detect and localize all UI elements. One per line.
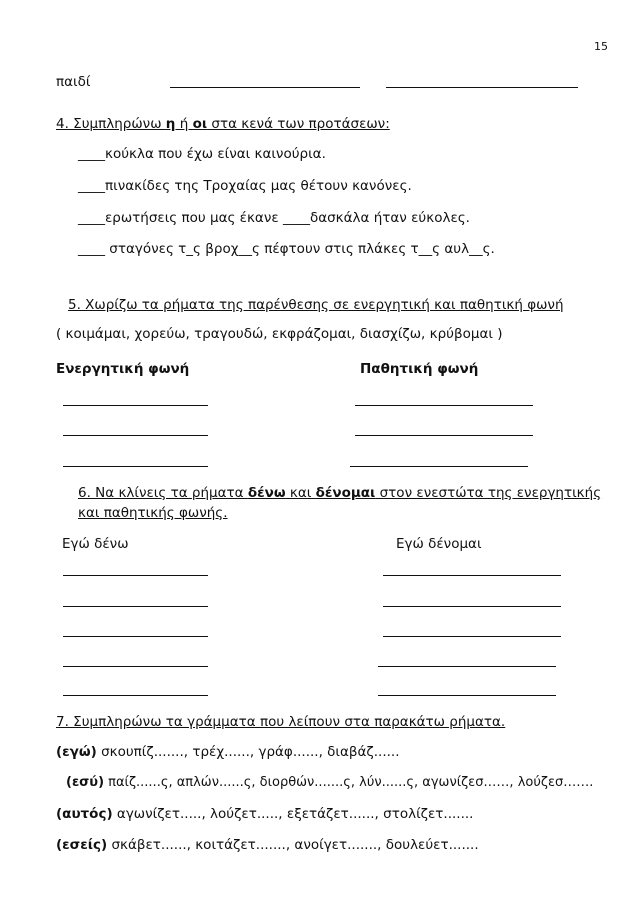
deno-answer-line[interactable] — [63, 636, 208, 637]
denomai-answer-line[interactable] — [383, 606, 561, 607]
ego-denomai-heading: Εγώ δένομαι — [396, 536, 482, 552]
deno-answer-line[interactable] — [63, 575, 208, 576]
denomai-answer-line[interactable] — [378, 666, 556, 667]
name-blank-line[interactable] — [170, 87, 360, 88]
exercise-4-sentence-3[interactable]: ____ερωτήσεις που μας έκανε ____δασκάλα ήταν εύκολες. — [78, 210, 470, 226]
passive-answer-line[interactable] — [355, 405, 533, 406]
exercise-5-verbs: ( κοιμάμαι, χορεύω, τραγουδώ, εκφράζομαι, διασχίζω, κρύβομαι ) — [56, 326, 503, 342]
passive-voice-heading: Παθητική φωνή — [360, 361, 479, 377]
deno-answer-line[interactable] — [63, 695, 208, 696]
exercise-4-sentence-2[interactable]: ____πινακίδες της Τροχαίας μας θέτουν κανόνες. — [78, 178, 412, 194]
passive-answer-line[interactable] — [355, 435, 533, 436]
exercise-7-title: 7. Συμπληρώνω τα γράμματα που λείπουν στα παρακάτω ρήματα. — [56, 714, 506, 730]
exercise-4-sentence-4[interactable]: ____ σταγόνες τ_ς βροχ__ς πέφτουν στις πλάκες τ__ς αυλ__ς. — [78, 241, 495, 257]
deno-answer-line[interactable] — [63, 606, 208, 607]
active-voice-heading: Ενεργητική φωνή — [56, 361, 190, 377]
exercise-7-row-esy[interactable]: (εσύ) παίζ......ς, απλών......ς, διορθών.......ς, λύν......ς, αγωνίζεσ……, λούζεσ……. — [66, 775, 594, 790]
exercise-6-title-line-2: και παθητικής φωνής. — [78, 505, 228, 521]
surname-blank-line[interactable] — [386, 87, 578, 88]
exercise-4-title: 4. Συμπληρώνω η ή οι στα κενά των προτάσεων: — [56, 116, 390, 132]
active-answer-line[interactable] — [63, 405, 208, 406]
exercise-5-title: 5. Χωρίζω τα ρήματα της παρένθεσης σε ενεργητική και παθητική φωνή — [68, 297, 564, 313]
active-answer-line[interactable] — [63, 466, 208, 467]
denomai-answer-line[interactable] — [383, 575, 561, 576]
denomai-answer-line[interactable] — [378, 695, 556, 696]
exercise-7-row-ego[interactable]: (εγώ) σκουπίζ......., τρέχ......, γράφ......, διαβάζ...... — [56, 744, 400, 760]
deno-answer-line[interactable] — [63, 666, 208, 667]
student-name-label: παιδί — [56, 74, 91, 90]
ego-deno-heading: Εγώ δένω — [62, 536, 129, 552]
page-number: 15 — [594, 40, 608, 53]
exercise-4-sentence-1[interactable]: ____κούκλα που έχω είναι καινούρια. — [78, 146, 326, 162]
exercise-7-row-eseis[interactable]: (εσείς) σκάβετ......, κοιτάζετ......., ανοίγετ......., δουλεύετ....... — [56, 837, 479, 853]
passive-answer-line[interactable] — [350, 466, 528, 467]
denomai-answer-line[interactable] — [383, 636, 561, 637]
exercise-7-row-aftos[interactable]: (αυτός) αγωνίζετ....., λούζετ....., εξετάζετ......, στολίζετ....... — [56, 806, 474, 822]
active-answer-line[interactable] — [63, 435, 208, 436]
exercise-6-title: 6. Να κλίνεις τα ρήματα δένω και δένομαι στον ενεστώτα της ενεργητικής — [78, 485, 602, 501]
